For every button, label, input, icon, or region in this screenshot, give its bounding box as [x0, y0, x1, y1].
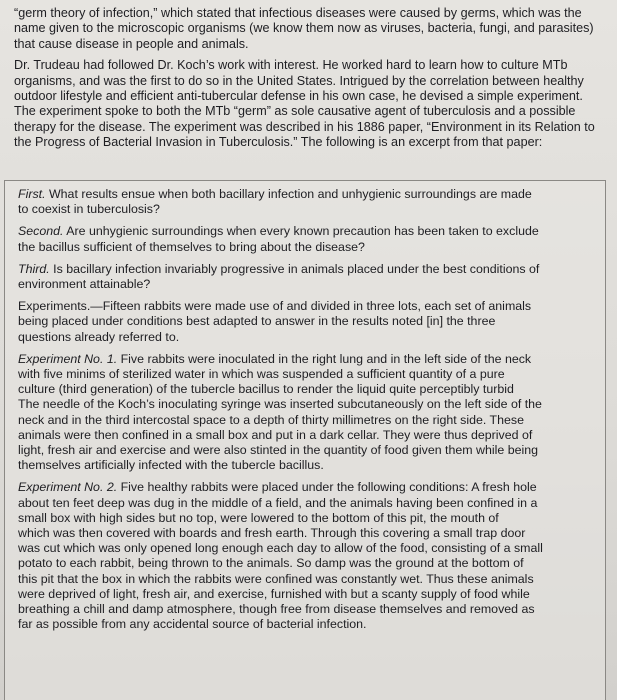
text-line — [18, 262, 597, 277]
text-line: was cut which was only opened long enough each day to allow of the food, consisting of a small — [18, 541, 543, 556]
line-text: What results ensue when both bacillary infection and unhygienic surroundings are made — [45, 187, 532, 201]
text-line: which was then covered with boards and fresh earth. Through this covering a small trap door — [18, 526, 526, 541]
text-line: themselves artificially infected with the tubercle bacillus. — [18, 458, 324, 473]
text-line — [18, 224, 597, 239]
question-first — [18, 187, 597, 217]
text-line: light, fresh air and exercise and were also stinted in the quantity of food given them while being — [18, 443, 539, 458]
experiment-2-paragraph — [18, 480, 597, 632]
text-line: being placed under conditions best adapted to answer in the results noted [in] the three — [18, 314, 496, 329]
line-text: Is bacillary infection invariably progressive in animals placed under the best conditions of — [49, 261, 540, 276]
line-text: Five healthy rabbits were placed under the following conditions: A fresh hole — [117, 480, 537, 495]
text-line: animals were then confined in a small box and put in a dark cellar. They were thus deprived of — [18, 427, 533, 442]
text-line: The needle of the Koch’s inoculating syringe was inserted subcutaneously on the left side of the — [18, 397, 542, 412]
text-line: that cause disease in people and animals. — [14, 36, 249, 51]
text-line: with five minims of sterilized water in which was suspended a sufficient quantity of a pure — [18, 367, 505, 382]
text-line: far as possible from any accidental source of bacterial infection. — [18, 617, 367, 632]
text-line: Experiments.—Fifteen rabbits were made use of and divided in three lots, each set of animals — [18, 299, 532, 314]
text-line: to coexist in tuberculosis? — [18, 202, 160, 217]
text-line: Dr. Trudeau had followed Dr. Koch’s work with interest. He worked hard to learn how to culture MTb — [14, 58, 568, 73]
text-line: this pit that the box in which the rabbits were confined was constantly wet. Thus these animals — [18, 571, 534, 586]
lead-label: Second. — [18, 224, 64, 239]
text-line: potato to each rabbit, being thrown to the animals. So damp was the ground at the bottom of — [18, 556, 524, 571]
text-line: about ten feet deep was dug in the middle of a field, and the animals having been confined in a — [18, 495, 538, 510]
text-line: breathing a chill and damp atmosphere, though free from disease themselves and removed as — [18, 602, 535, 617]
text-line — [18, 480, 597, 495]
lead-label: Experiment No. 2. — [18, 480, 118, 495]
text-line: culture (third generation) of the tubercle bacillus to render the liquid quite perceptibly turbid — [18, 382, 514, 397]
text-line: outdoor lifestyle and efficient anti-tubercular defense in his own case, he devised a simple experiment. — [14, 89, 583, 104]
text-line: the Progress of Bacterial Invasion in Tuberculosis.” The following is an excerpt from that paper: — [14, 135, 543, 150]
lead-label: Experiment No. 1. — [18, 351, 118, 366]
question-third — [18, 262, 597, 292]
text-line: questions already referred to. — [18, 329, 180, 344]
text-line: environment attainable? — [18, 277, 151, 292]
intro-paragraph-1 — [14, 6, 610, 52]
text-line: organisms, and was the first to do so in the United States. Intrigued by the correlation between healthy — [14, 73, 584, 88]
text-line — [18, 187, 597, 202]
line-text: Five rabbits were inoculated in the right lung and in the left side of the neck — [117, 351, 532, 366]
line-text: Are unhygienic surroundings when every known precaution has been taken to exclude — [63, 224, 539, 239]
text-line: “germ theory of infection,” which stated that infectious diseases were caused by germs, which was the — [14, 6, 582, 20]
text-line: were deprived of light, fresh air, and exercise, furnished with but a scanty supply of food while — [18, 586, 530, 601]
text-line: therapy for the disease. The experiment was described in his 1886 paper, “Environment in its Relation to — [14, 119, 595, 134]
lead-label: Third. — [18, 261, 50, 276]
intro-text — [14, 6, 610, 157]
text-line: the bacillus sufficient of themselves to bring about the disease? — [18, 239, 365, 254]
lead-label: First. — [18, 187, 46, 201]
excerpt-box — [4, 180, 606, 700]
text-line: small box with high sides but no top, were lowered to the bottom of this pit, the mouth of — [18, 510, 499, 525]
intro-paragraph-2 — [14, 58, 610, 150]
text-line — [18, 352, 597, 367]
text-line: name given to the microscopic organisms (we know them now as viruses, bacteria, fungi, and parasites) — [14, 21, 594, 36]
text-line: neck and in the third intercostal space to a depth of thirty millimetres on the right side. These — [18, 412, 524, 427]
text-line: The experiment spoke to both the MTb “germ” as sole causative agent of tuberculosis and a possible — [14, 104, 576, 119]
experiments-paragraph — [18, 299, 597, 345]
question-second — [18, 224, 597, 254]
experiment-1-paragraph — [18, 352, 597, 474]
